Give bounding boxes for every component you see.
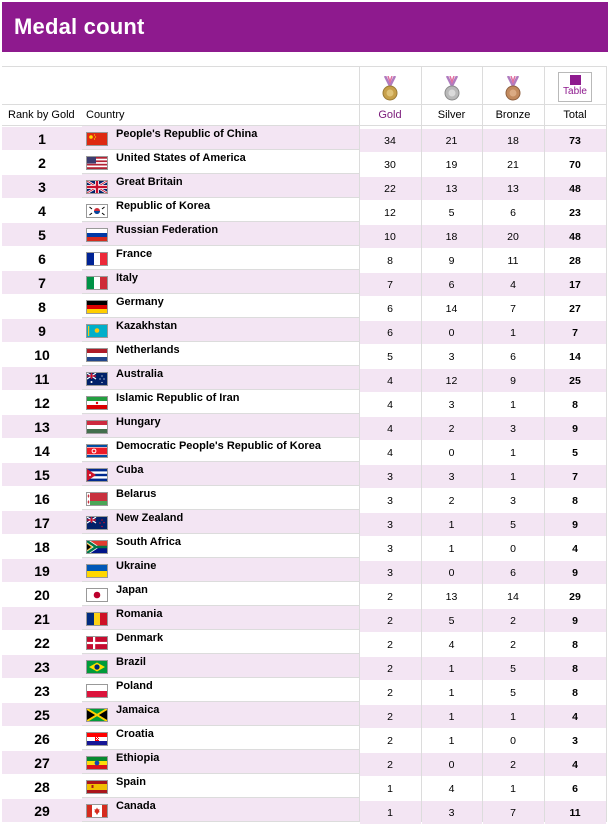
- bronze-count: 11: [482, 249, 544, 273]
- bronze-count: 13: [482, 177, 544, 201]
- country-name-link[interactable]: New Zealand: [116, 512, 184, 524]
- country-name-link[interactable]: Romania: [116, 608, 163, 620]
- bronze-count: 5: [482, 657, 544, 681]
- gold-count: 4: [359, 393, 421, 417]
- table-row[interactable]: [2, 270, 606, 294]
- romania-flag-icon: [86, 612, 108, 626]
- kazakhstan-flag-icon: [86, 324, 108, 338]
- country-name-link[interactable]: Kazakhstan: [116, 320, 178, 332]
- bronze-count: 2: [482, 753, 544, 777]
- gold-count: 5: [359, 345, 421, 369]
- table-row[interactable]: [2, 534, 606, 558]
- table-icon: [570, 75, 581, 85]
- silver-count: 19: [421, 153, 482, 177]
- country-cell: [82, 486, 359, 510]
- country-cell: [82, 510, 359, 534]
- country-cell: [82, 318, 359, 342]
- bronze-count: 1: [482, 441, 544, 465]
- country-name-link[interactable]: Ethiopia: [116, 752, 160, 764]
- ethiopia-flag-icon: [86, 756, 108, 770]
- country-name-link[interactable]: Croatia: [116, 728, 154, 740]
- bronze-count: 1: [482, 321, 544, 345]
- silver-count: 13: [421, 177, 482, 201]
- great-britain-flag-icon: [86, 180, 108, 194]
- country-name-link[interactable]: Democratic People's Republic of Korea: [116, 440, 321, 452]
- table-row[interactable]: [2, 126, 606, 150]
- gold-medal-icon: [380, 76, 400, 102]
- country-name-link[interactable]: Great Britain: [116, 176, 183, 188]
- total-count: 27: [544, 297, 606, 321]
- silver-count: 3: [421, 801, 482, 825]
- rank-cell: 16: [2, 487, 82, 511]
- bronze-count: 7: [482, 297, 544, 321]
- rank-cell: 3: [2, 175, 82, 199]
- country-cell: [82, 342, 359, 366]
- rank-cell: 13: [2, 415, 82, 439]
- rank-cell: 15: [2, 463, 82, 487]
- silver-count: 14: [421, 297, 482, 321]
- country-cell: [82, 630, 359, 654]
- gold-count: 6: [359, 297, 421, 321]
- denmark-flag-icon: [86, 636, 108, 650]
- table-row[interactable]: [2, 366, 606, 390]
- belarus-flag-icon: [86, 492, 108, 506]
- country-cell: [82, 726, 359, 750]
- total-count: 4: [544, 705, 606, 729]
- table-row[interactable]: [2, 750, 606, 774]
- total-column-header[interactable]: Total: [544, 105, 606, 126]
- gold-count: 4: [359, 441, 421, 465]
- gold-count: 4: [359, 417, 421, 441]
- poland-flag-icon: [86, 684, 108, 698]
- bronze-count: 3: [482, 417, 544, 441]
- table-row[interactable]: [2, 798, 606, 822]
- country-name-link[interactable]: Canada: [116, 800, 156, 812]
- country-name-link[interactable]: Netherlands: [116, 344, 180, 356]
- total-count: 8: [544, 633, 606, 657]
- gold-count: 2: [359, 657, 421, 681]
- bronze-count: 5: [482, 513, 544, 537]
- country-cell: [82, 606, 359, 630]
- rank-cell: 23: [2, 679, 82, 703]
- total-count: 17: [544, 273, 606, 297]
- new-zealand-flag-icon: [86, 516, 108, 530]
- bronze-count: 2: [482, 609, 544, 633]
- bronze-count: 18: [482, 129, 544, 153]
- table-view-label: Table: [563, 85, 587, 97]
- rank-cell: 9: [2, 319, 82, 343]
- silver-count: 0: [421, 561, 482, 585]
- rank-cell: 27: [2, 751, 82, 775]
- table-row[interactable]: [2, 462, 606, 486]
- country-cell: [82, 654, 359, 678]
- bronze-count: 0: [482, 729, 544, 753]
- page-title: Medal count: [14, 14, 145, 39]
- total-count: 7: [544, 321, 606, 345]
- country-cell: [82, 294, 359, 318]
- gold-count: 12: [359, 201, 421, 225]
- medal-icon-row: [2, 67, 606, 105]
- gold-count: 3: [359, 537, 421, 561]
- total-count: 5: [544, 441, 606, 465]
- gold-count: 2: [359, 681, 421, 705]
- rank-cell: 1: [2, 127, 82, 151]
- total-count: 7: [544, 465, 606, 489]
- rank-cell: 14: [2, 439, 82, 463]
- bronze-count: 1: [482, 393, 544, 417]
- total-count: 9: [544, 513, 606, 537]
- total-count: 25: [544, 369, 606, 393]
- silver-count: 4: [421, 633, 482, 657]
- country-name-link[interactable]: Brazil: [116, 656, 146, 668]
- rank-cell: 20: [2, 583, 82, 607]
- bronze-count: 3: [482, 489, 544, 513]
- country-name-link[interactable]: Russian Federation: [116, 224, 219, 236]
- total-count: 28: [544, 249, 606, 273]
- rank-cell: 2: [2, 151, 82, 175]
- total-count: 8: [544, 489, 606, 513]
- country-cell: [82, 222, 359, 246]
- bronze-count: 5: [482, 681, 544, 705]
- south-korea-flag-icon: [86, 204, 108, 218]
- country-name-link[interactable]: Italy: [116, 272, 139, 284]
- rank-cell: 17: [2, 511, 82, 535]
- total-count: 23: [544, 201, 606, 225]
- north-korea-flag-icon: [86, 444, 108, 458]
- gold-count: 2: [359, 585, 421, 609]
- table-row[interactable]: [2, 174, 606, 198]
- medal-table-container: [2, 66, 608, 822]
- total-count: 48: [544, 225, 606, 249]
- total-count: 11: [544, 801, 606, 825]
- country-name-link[interactable]: Jamaica: [116, 704, 160, 716]
- silver-count: 0: [421, 441, 482, 465]
- bronze-medal-icon: [503, 76, 523, 102]
- silver-count: 0: [421, 321, 482, 345]
- country-cell: [82, 390, 359, 414]
- table-row[interactable]: [2, 630, 606, 654]
- gold-count: 10: [359, 225, 421, 249]
- gold-count: 3: [359, 561, 421, 585]
- rank-cell: 10: [2, 343, 82, 367]
- ukraine-flag-icon: [86, 564, 108, 578]
- total-count: 9: [544, 561, 606, 585]
- country-cell: [82, 246, 359, 270]
- silver-count: 5: [421, 201, 482, 225]
- country-cell: [82, 366, 359, 390]
- table-row[interactable]: [2, 486, 606, 510]
- table-row[interactable]: [2, 318, 606, 342]
- gold-count: 3: [359, 465, 421, 489]
- rank-column-header: Rank by Gold: [2, 105, 82, 126]
- country-name-link[interactable]: Islamic Republic of Iran: [116, 392, 240, 404]
- bronze-count: 20: [482, 225, 544, 249]
- bronze-count: 6: [482, 345, 544, 369]
- bronze-column-header[interactable]: Bronze: [482, 105, 544, 126]
- bronze-count: 1: [482, 465, 544, 489]
- silver-count: 18: [421, 225, 482, 249]
- country-name-link[interactable]: France: [116, 248, 153, 260]
- table-row[interactable]: [2, 582, 606, 606]
- country-name-link[interactable]: United States of America: [116, 152, 246, 164]
- rank-cell: 22: [2, 631, 82, 655]
- gold-count: 3: [359, 513, 421, 537]
- canada-flag-icon: [86, 804, 108, 818]
- silver-count: 2: [421, 417, 482, 441]
- country-name-link[interactable]: Republic of Korea: [116, 200, 211, 212]
- country-cell: [82, 414, 359, 438]
- table-row[interactable]: [2, 606, 606, 630]
- rank-cell: 19: [2, 559, 82, 583]
- gold-count: 6: [359, 321, 421, 345]
- silver-count: 21: [421, 129, 482, 153]
- table-row[interactable]: [2, 726, 606, 750]
- silver-count: 1: [421, 513, 482, 537]
- table-row[interactable]: [2, 654, 606, 678]
- rank-cell: 8: [2, 295, 82, 319]
- bronze-count: 0: [482, 537, 544, 561]
- bronze-sort-button[interactable]: [482, 67, 544, 105]
- silver-count: 5: [421, 609, 482, 633]
- country-cell: [82, 702, 359, 726]
- rank-cell: 29: [2, 799, 82, 823]
- table-row[interactable]: [2, 678, 606, 702]
- gold-sort-button[interactable]: [359, 67, 421, 105]
- rank-cell: 21: [2, 607, 82, 631]
- table-row[interactable]: [2, 510, 606, 534]
- rank-cell: 18: [2, 535, 82, 559]
- silver-count: 3: [421, 393, 482, 417]
- country-cell: [82, 582, 359, 606]
- table-row[interactable]: [2, 558, 606, 582]
- bronze-count: 6: [482, 201, 544, 225]
- bronze-count: 1: [482, 777, 544, 801]
- country-column-header: Country: [82, 105, 359, 126]
- country-name-link[interactable]: Spain: [116, 776, 146, 788]
- column-header-row: [2, 105, 606, 126]
- bronze-count: 2: [482, 633, 544, 657]
- germany-flag-icon: [86, 300, 108, 314]
- gold-count: 3: [359, 489, 421, 513]
- country-name-link[interactable]: Ukraine: [116, 560, 157, 572]
- table-view-button[interactable]: [558, 72, 592, 102]
- jamaica-flag-icon: [86, 708, 108, 722]
- country-name-link[interactable]: Denmark: [116, 632, 164, 644]
- country-cell: [82, 534, 359, 558]
- silver-count: 1: [421, 705, 482, 729]
- silver-count: 3: [421, 465, 482, 489]
- country-cell: [82, 678, 359, 702]
- total-count: 73: [544, 129, 606, 153]
- rank-cell: 6: [2, 247, 82, 271]
- russia-flag-icon: [86, 228, 108, 242]
- country-cell: [82, 798, 359, 822]
- country-cell: [82, 198, 359, 222]
- gold-column-header[interactable]: Gold: [359, 105, 421, 126]
- total-count: 9: [544, 609, 606, 633]
- italy-flag-icon: [86, 276, 108, 290]
- silver-count: 12: [421, 369, 482, 393]
- country-cell: [82, 150, 359, 174]
- china-flag-icon: [86, 132, 108, 146]
- gold-count: 2: [359, 729, 421, 753]
- croatia-flag-icon: [86, 732, 108, 746]
- bronze-count: 1: [482, 705, 544, 729]
- bronze-count: 21: [482, 153, 544, 177]
- table-row[interactable]: [2, 438, 606, 462]
- country-name-link[interactable]: Cuba: [116, 464, 144, 476]
- silver-count: 1: [421, 729, 482, 753]
- country-cell: [82, 174, 359, 198]
- silver-count: 1: [421, 537, 482, 561]
- gold-count: 2: [359, 753, 421, 777]
- silver-count: 3: [421, 345, 482, 369]
- iran-flag-icon: [86, 396, 108, 410]
- medal-table-body: [2, 126, 606, 822]
- total-count: 8: [544, 681, 606, 705]
- gold-count: 7: [359, 273, 421, 297]
- rank-cell: 4: [2, 199, 82, 223]
- silver-count: 1: [421, 681, 482, 705]
- silver-count: 0: [421, 753, 482, 777]
- gold-count: 2: [359, 633, 421, 657]
- country-name-link[interactable]: People's Republic of China: [116, 128, 258, 140]
- silver-count: 1: [421, 657, 482, 681]
- total-count: 8: [544, 393, 606, 417]
- country-cell: [82, 750, 359, 774]
- silver-column-header[interactable]: Silver: [421, 105, 482, 126]
- table-row[interactable]: [2, 414, 606, 438]
- table-row[interactable]: [2, 222, 606, 246]
- silver-sort-button[interactable]: [421, 67, 482, 105]
- total-count: 29: [544, 585, 606, 609]
- hungary-flag-icon: [86, 420, 108, 434]
- total-count: 9: [544, 417, 606, 441]
- total-count: 48: [544, 177, 606, 201]
- bronze-count: 7: [482, 801, 544, 825]
- silver-count: 2: [421, 489, 482, 513]
- gold-count: 8: [359, 249, 421, 273]
- table-row[interactable]: [2, 342, 606, 366]
- country-cell: [82, 438, 359, 462]
- rank-cell: 5: [2, 223, 82, 247]
- country-name-link[interactable]: Belarus: [116, 488, 157, 500]
- japan-flag-icon: [86, 588, 108, 602]
- total-count: 3: [544, 729, 606, 753]
- country-cell: [82, 270, 359, 294]
- table-row[interactable]: [2, 198, 606, 222]
- total-count: 6: [544, 777, 606, 801]
- medal-table: [2, 66, 607, 822]
- total-count: 4: [544, 537, 606, 561]
- total-count: 14: [544, 345, 606, 369]
- silver-medal-icon: [442, 76, 462, 102]
- bronze-count: 9: [482, 369, 544, 393]
- netherlands-flag-icon: [86, 348, 108, 362]
- table-row[interactable]: [2, 774, 606, 798]
- gold-count: 2: [359, 705, 421, 729]
- bronze-count: 4: [482, 273, 544, 297]
- country-name-link[interactable]: Japan: [116, 584, 148, 596]
- country-cell: [82, 126, 359, 150]
- table-row[interactable]: [2, 246, 606, 270]
- bronze-count: 6: [482, 561, 544, 585]
- australia-flag-icon: [86, 372, 108, 386]
- total-count: 70: [544, 153, 606, 177]
- silver-count: 13: [421, 585, 482, 609]
- rank-cell: 12: [2, 391, 82, 415]
- gold-count: 4: [359, 369, 421, 393]
- rank-cell: 23: [2, 655, 82, 679]
- country-cell: [82, 462, 359, 486]
- south-africa-flag-icon: [86, 540, 108, 554]
- gold-count: 2: [359, 609, 421, 633]
- silver-count: 4: [421, 777, 482, 801]
- gold-count: 30: [359, 153, 421, 177]
- france-flag-icon: [86, 252, 108, 266]
- country-cell: [82, 558, 359, 582]
- bronze-count: 14: [482, 585, 544, 609]
- gold-count: 34: [359, 129, 421, 153]
- rank-cell: 11: [2, 367, 82, 391]
- silver-count: 6: [421, 273, 482, 297]
- country-cell: [82, 774, 359, 798]
- country-name-link[interactable]: Germany: [116, 296, 164, 308]
- gold-count: 22: [359, 177, 421, 201]
- rank-cell: 26: [2, 727, 82, 751]
- country-name-link[interactable]: Australia: [116, 368, 164, 380]
- rank-cell: 7: [2, 271, 82, 295]
- table-row[interactable]: [2, 702, 606, 726]
- country-name-link[interactable]: Hungary: [116, 416, 161, 428]
- spain-flag-icon: [86, 780, 108, 794]
- page-header: [2, 2, 608, 52]
- gold-count: 1: [359, 801, 421, 825]
- table-row[interactable]: [2, 390, 606, 414]
- cuba-flag-icon: [86, 468, 108, 482]
- country-name-link[interactable]: South Africa: [116, 536, 181, 548]
- gold-count: 1: [359, 777, 421, 801]
- rank-cell: 25: [2, 703, 82, 727]
- usa-flag-icon: [86, 156, 108, 170]
- rank-cell: 28: [2, 775, 82, 799]
- total-count: 8: [544, 657, 606, 681]
- table-row[interactable]: [2, 294, 606, 318]
- brazil-flag-icon: [86, 660, 108, 674]
- silver-count: 9: [421, 249, 482, 273]
- country-name-link[interactable]: Poland: [116, 680, 153, 692]
- table-row[interactable]: [2, 150, 606, 174]
- total-count: 4: [544, 753, 606, 777]
